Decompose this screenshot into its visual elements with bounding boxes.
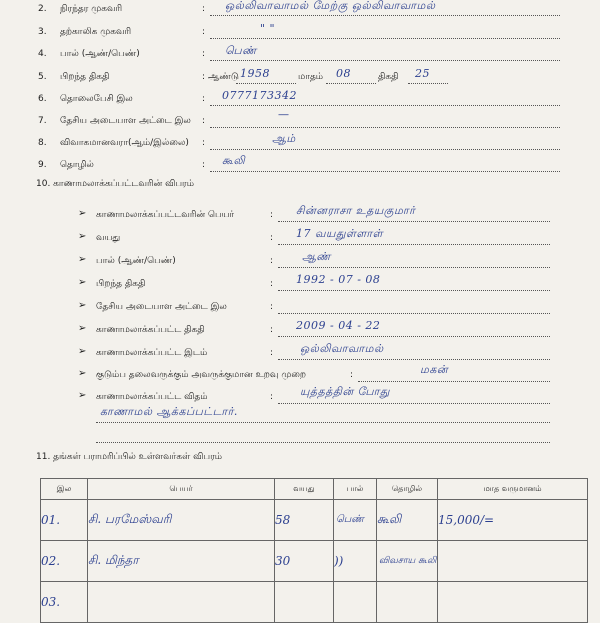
dotted-line bbox=[278, 359, 550, 360]
row-number: 9. bbox=[38, 160, 47, 170]
dotted-line bbox=[278, 267, 550, 268]
temporary-address-label: தற்காலிக முகவரி bbox=[60, 27, 132, 37]
arrow-icon: ➢ bbox=[78, 323, 87, 334]
table-row bbox=[41, 500, 588, 541]
colon: : bbox=[270, 392, 274, 402]
arrow-icon: ➢ bbox=[78, 231, 87, 242]
dotted-line bbox=[278, 336, 550, 337]
colon: : bbox=[270, 279, 274, 289]
cell-income bbox=[438, 541, 588, 582]
cell-no: 02. bbox=[41, 541, 88, 582]
colon: : bbox=[350, 370, 354, 380]
dotted-line bbox=[210, 15, 560, 16]
dotted-line bbox=[210, 38, 560, 39]
row-number: 8. bbox=[38, 138, 47, 148]
arrow-icon: ➢ bbox=[78, 254, 87, 265]
cell-age: 30 bbox=[275, 541, 334, 582]
table-header-row bbox=[41, 479, 588, 500]
missing-manner-continued: காணாமல் ஆக்கப்பட்டார். bbox=[100, 405, 238, 418]
cell-no: 01. bbox=[41, 500, 88, 541]
year-label: ஆண்டு bbox=[208, 72, 239, 82]
relationship-value: மகன் bbox=[420, 363, 449, 376]
colon: : bbox=[202, 116, 206, 126]
colon: : bbox=[270, 348, 274, 358]
sex-label: பால் (ஆண்/பெண்) bbox=[60, 49, 140, 59]
missing-dob-value: 1992 - 07 - 08 bbox=[296, 273, 381, 286]
missing-place-label: காணாமலாக்கப்பட்ட இடம் bbox=[96, 348, 208, 358]
dob-label: பிறந்த திகதி bbox=[60, 72, 110, 82]
dotted-line bbox=[236, 83, 296, 84]
dob-year-value: 1958 bbox=[240, 67, 270, 80]
cell-sex: பெண் bbox=[334, 500, 377, 541]
cell-income: 15,000/= bbox=[438, 500, 588, 541]
row-number: 2. bbox=[38, 4, 47, 14]
cell-income bbox=[438, 582, 588, 623]
relationship-label: குடும்ப தலைவருக்கும் அவருக்குமான உறவு முறை bbox=[96, 370, 306, 380]
dotted-line bbox=[210, 60, 560, 61]
dependents-table bbox=[40, 478, 588, 623]
dotted-line bbox=[278, 313, 550, 314]
cell-age: 58 bbox=[275, 500, 334, 541]
colon: : bbox=[202, 72, 206, 82]
table-row bbox=[41, 582, 588, 623]
month-label: மாதம் bbox=[298, 72, 324, 82]
cell-name: சி. மிந்தா bbox=[88, 541, 275, 582]
phone-value: 0777173342 bbox=[222, 89, 297, 102]
permanent-address-label: நிரந்தர முகவரி bbox=[60, 4, 123, 14]
cell-sex: )) bbox=[334, 541, 377, 582]
nic-label: தேசிய அடையாள அட்டை இல bbox=[60, 116, 191, 126]
phone-label: தொலைபேசி இல bbox=[60, 94, 133, 104]
arrow-icon: ➢ bbox=[78, 300, 87, 311]
nic-value: — bbox=[278, 108, 290, 121]
arrow-icon: ➢ bbox=[78, 368, 87, 379]
dotted-line bbox=[326, 83, 376, 84]
dotted-line bbox=[358, 381, 550, 382]
cell-job bbox=[377, 582, 438, 623]
arrow-icon: ➢ bbox=[78, 390, 87, 401]
row-number: 3. bbox=[38, 27, 47, 37]
arrow-icon: ➢ bbox=[78, 208, 87, 219]
colon: : bbox=[202, 94, 206, 104]
occupation-label: தொழில் bbox=[60, 160, 94, 170]
dotted-line bbox=[210, 171, 560, 172]
colon: : bbox=[202, 4, 206, 14]
row-number: 5. bbox=[38, 72, 47, 82]
missing-age-value: 17 வயதுள்ளாள் bbox=[296, 227, 384, 240]
missing-place-value: ஒல்லிவாவாமல் bbox=[300, 342, 384, 355]
dotted-line bbox=[210, 105, 560, 106]
missing-dob-label: பிறந்த திகதி bbox=[96, 279, 146, 289]
dotted-line bbox=[210, 149, 560, 150]
missing-sex-label: பால் (ஆண்/பெண்) bbox=[96, 256, 176, 266]
colon: : bbox=[270, 210, 274, 220]
cell-age bbox=[275, 582, 334, 623]
col-header-job: தொழில் bbox=[377, 479, 438, 500]
col-header-income: மாத வருமானம் bbox=[438, 479, 588, 500]
missing-date-value: 2009 - 04 - 22 bbox=[296, 319, 381, 332]
missing-sex-value: ஆண் bbox=[302, 250, 331, 263]
col-header-sex: பால் bbox=[334, 479, 377, 500]
table-row bbox=[41, 541, 588, 582]
row-number: 4. bbox=[38, 49, 47, 59]
dotted-line bbox=[278, 244, 550, 245]
missing-name-value: சின்னராசா உதயகுமார் bbox=[296, 204, 416, 217]
missing-nic-label: தேசிய அடையாள அட்டை இல bbox=[96, 302, 227, 312]
cell-name: சி. பரமேஸ்வரி bbox=[88, 500, 275, 541]
colon: : bbox=[270, 256, 274, 266]
dotted-line bbox=[278, 290, 550, 291]
missing-age-label: வயது bbox=[96, 233, 121, 243]
colon: : bbox=[202, 138, 206, 148]
missing-name-label: காணாமலாக்கப்பட்டவரின் பெயர் bbox=[96, 210, 235, 220]
cell-sex bbox=[334, 582, 377, 623]
dotted-line bbox=[96, 442, 550, 443]
colon: : bbox=[202, 27, 206, 37]
sex-value: பெண் bbox=[225, 44, 257, 57]
married-value: ஆம் bbox=[272, 132, 296, 145]
col-header-name: பெயர் bbox=[88, 479, 275, 500]
colon: : bbox=[270, 302, 274, 312]
day-label: திகதி bbox=[378, 72, 399, 82]
dotted-line bbox=[278, 221, 550, 222]
colon: : bbox=[270, 233, 274, 243]
col-header-age: வயது bbox=[275, 479, 334, 500]
dotted-line bbox=[278, 403, 550, 404]
missing-manner-value: யுத்தத்தின் போது bbox=[300, 385, 390, 398]
dob-day-value: 25 bbox=[415, 67, 430, 80]
cell-job: கூலி bbox=[377, 500, 438, 541]
cell-no: 03. bbox=[41, 582, 88, 623]
temporary-address-value: " " bbox=[260, 22, 276, 35]
permanent-address-value: ஒல்லிவாவாமல் மேற்கு ஒல்லிவாவாமல் bbox=[225, 0, 436, 12]
dotted-line bbox=[96, 422, 550, 423]
row-number: 7. bbox=[38, 116, 47, 126]
colon: : bbox=[270, 325, 274, 335]
dob-month-value: 08 bbox=[336, 67, 351, 80]
cell-job: விவசாய கூலி bbox=[377, 541, 438, 582]
cell-name bbox=[88, 582, 275, 623]
dotted-line bbox=[408, 83, 448, 84]
colon: : bbox=[202, 49, 206, 59]
missing-date-label: காணாமலாக்கப்பட்ட திகதி bbox=[96, 325, 205, 335]
col-header-no: இல bbox=[41, 479, 88, 500]
arrow-icon: ➢ bbox=[78, 346, 87, 357]
section11-title: 11. தங்கள் பராமரிப்பில் உள்ளவர்கள் விபரம் bbox=[36, 452, 222, 462]
missing-manner-label: காணாமலாக்கப்பட்ட விதம் bbox=[96, 392, 208, 402]
married-label: விவாகமானவரா(ஆம்/இல்லை) bbox=[60, 138, 189, 148]
row-number: 6. bbox=[38, 94, 47, 104]
colon: : bbox=[202, 160, 206, 170]
section10-title: 10. காணாமலாக்கப்பட்டவரின் விபரம் bbox=[36, 179, 194, 189]
arrow-icon: ➢ bbox=[78, 277, 87, 288]
occupation-value: கூலி bbox=[222, 154, 246, 167]
dotted-line bbox=[210, 127, 560, 128]
